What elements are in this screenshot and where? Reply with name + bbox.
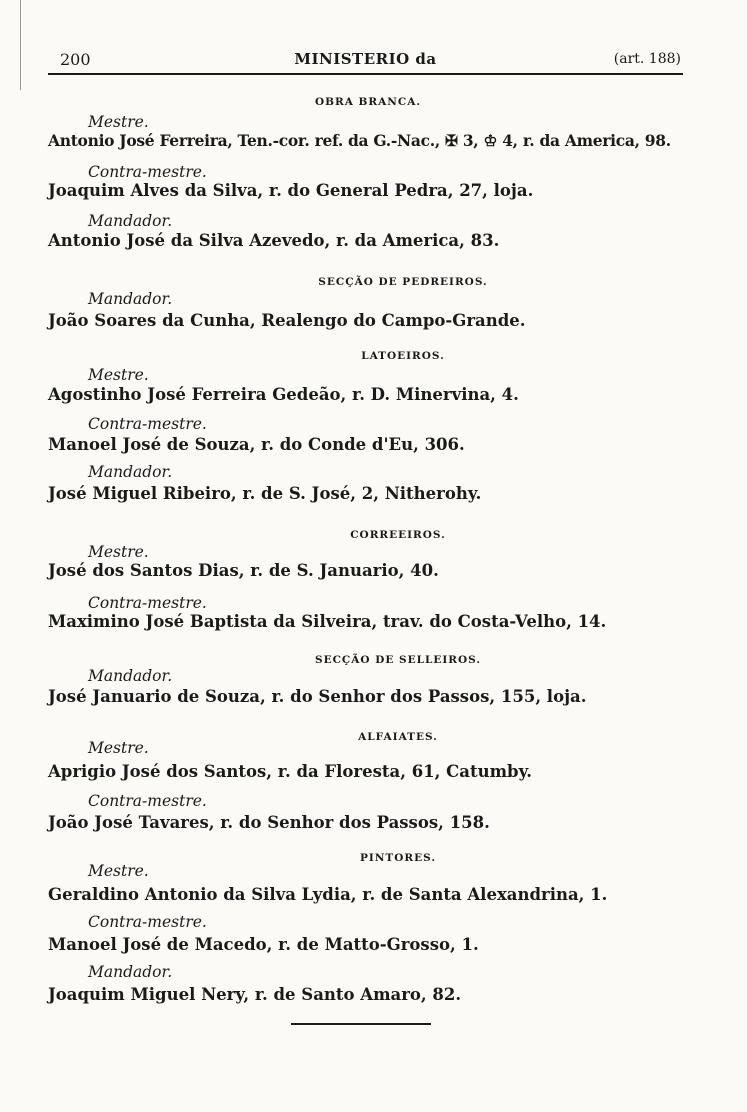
person-entry: Geraldino Antonio da Silva Lydia, r. de Santa Alexandrina, 1. <box>48 885 608 904</box>
section-title-obra-branca: OBRA BRANCA. <box>314 96 422 108</box>
section-title-pedreiros: SECÇÃO DE PEDREIROS. <box>318 276 488 288</box>
section-title-alfaiates: ALFAIATES. <box>358 731 438 743</box>
person-entry: José Miguel Ribeiro, r. de S. José, 2, Nitherohy. <box>48 484 482 503</box>
section-title-pintores: PINTORES. <box>360 852 436 864</box>
role-label: Mestre. <box>88 739 149 757</box>
person-entry: Maximino José Baptista da Silveira, trav. do Costa-Velho, 14. <box>48 612 607 631</box>
role-label: Mandador. <box>88 667 173 685</box>
person-entry: Joaquim Miguel Nery, r. de Santo Amaro, 82. <box>48 985 462 1004</box>
role-label: Mestre. <box>88 366 149 384</box>
section-title-correeiros: CORREEIROS. <box>350 529 446 541</box>
closing-rule <box>291 1023 431 1025</box>
role-label: Mandador. <box>88 290 173 308</box>
person-entry: João Soares da Cunha, Realengo do Campo-Grande. <box>48 311 526 330</box>
person-entry: Manoel José de Souza, r. do Conde d'Eu, 306. <box>48 435 465 454</box>
person-entry: José Januario de Souza, r. do Senhor dos Passos, 155, loja. <box>48 687 587 706</box>
role-label: Contra-mestre. <box>88 415 207 433</box>
person-entry: João José Tavares, r. do Senhor dos Passos, 158. <box>48 813 490 832</box>
role-label: Mestre. <box>88 862 149 880</box>
person-entry: Antonio José Ferreira, Ten.-cor. ref. da G.-Nac., ✠ 3, ♔ 4, r. da America, 98. <box>48 131 671 150</box>
article-reference: (art. 188) <box>613 51 681 67</box>
running-title: MINISTERIO da <box>294 50 437 68</box>
person-entry: José dos Santos Dias, r. de S. Januario, 40. <box>48 561 439 580</box>
page-header <box>48 47 683 75</box>
section-title-latoeiros: LATOEIROS. <box>361 350 445 362</box>
person-entry: Manoel José de Macedo, r. de Matto-Grosso, 1. <box>48 935 479 954</box>
person-entry: Antonio José da Silva Azevedo, r. da America, 83. <box>48 231 500 250</box>
role-label: Contra-mestre. <box>88 594 207 612</box>
scan-margin-line <box>20 0 21 90</box>
page-number: 200 <box>60 50 91 69</box>
section-title-selleiros: SECÇÃO DE SELLEIROS. <box>314 654 481 666</box>
person-entry: Joaquim Alves da Silva, r. do General Pedra, 27, loja. <box>48 181 534 200</box>
role-label: Contra-mestre. <box>88 163 207 181</box>
role-label: Contra-mestre. <box>88 792 207 810</box>
role-label: Mestre. <box>88 113 149 131</box>
role-label: Mestre. <box>88 543 149 561</box>
person-entry: Aprigio José dos Santos, r. da Floresta, 61, Catumby. <box>48 762 533 781</box>
role-label: Mandador. <box>88 963 173 981</box>
role-label: Mandador. <box>88 212 173 230</box>
person-entry: Agostinho José Ferreira Gedeão, r. D. Minervina, 4. <box>48 385 519 404</box>
role-label: Contra-mestre. <box>88 913 207 931</box>
role-label: Mandador. <box>88 463 173 481</box>
